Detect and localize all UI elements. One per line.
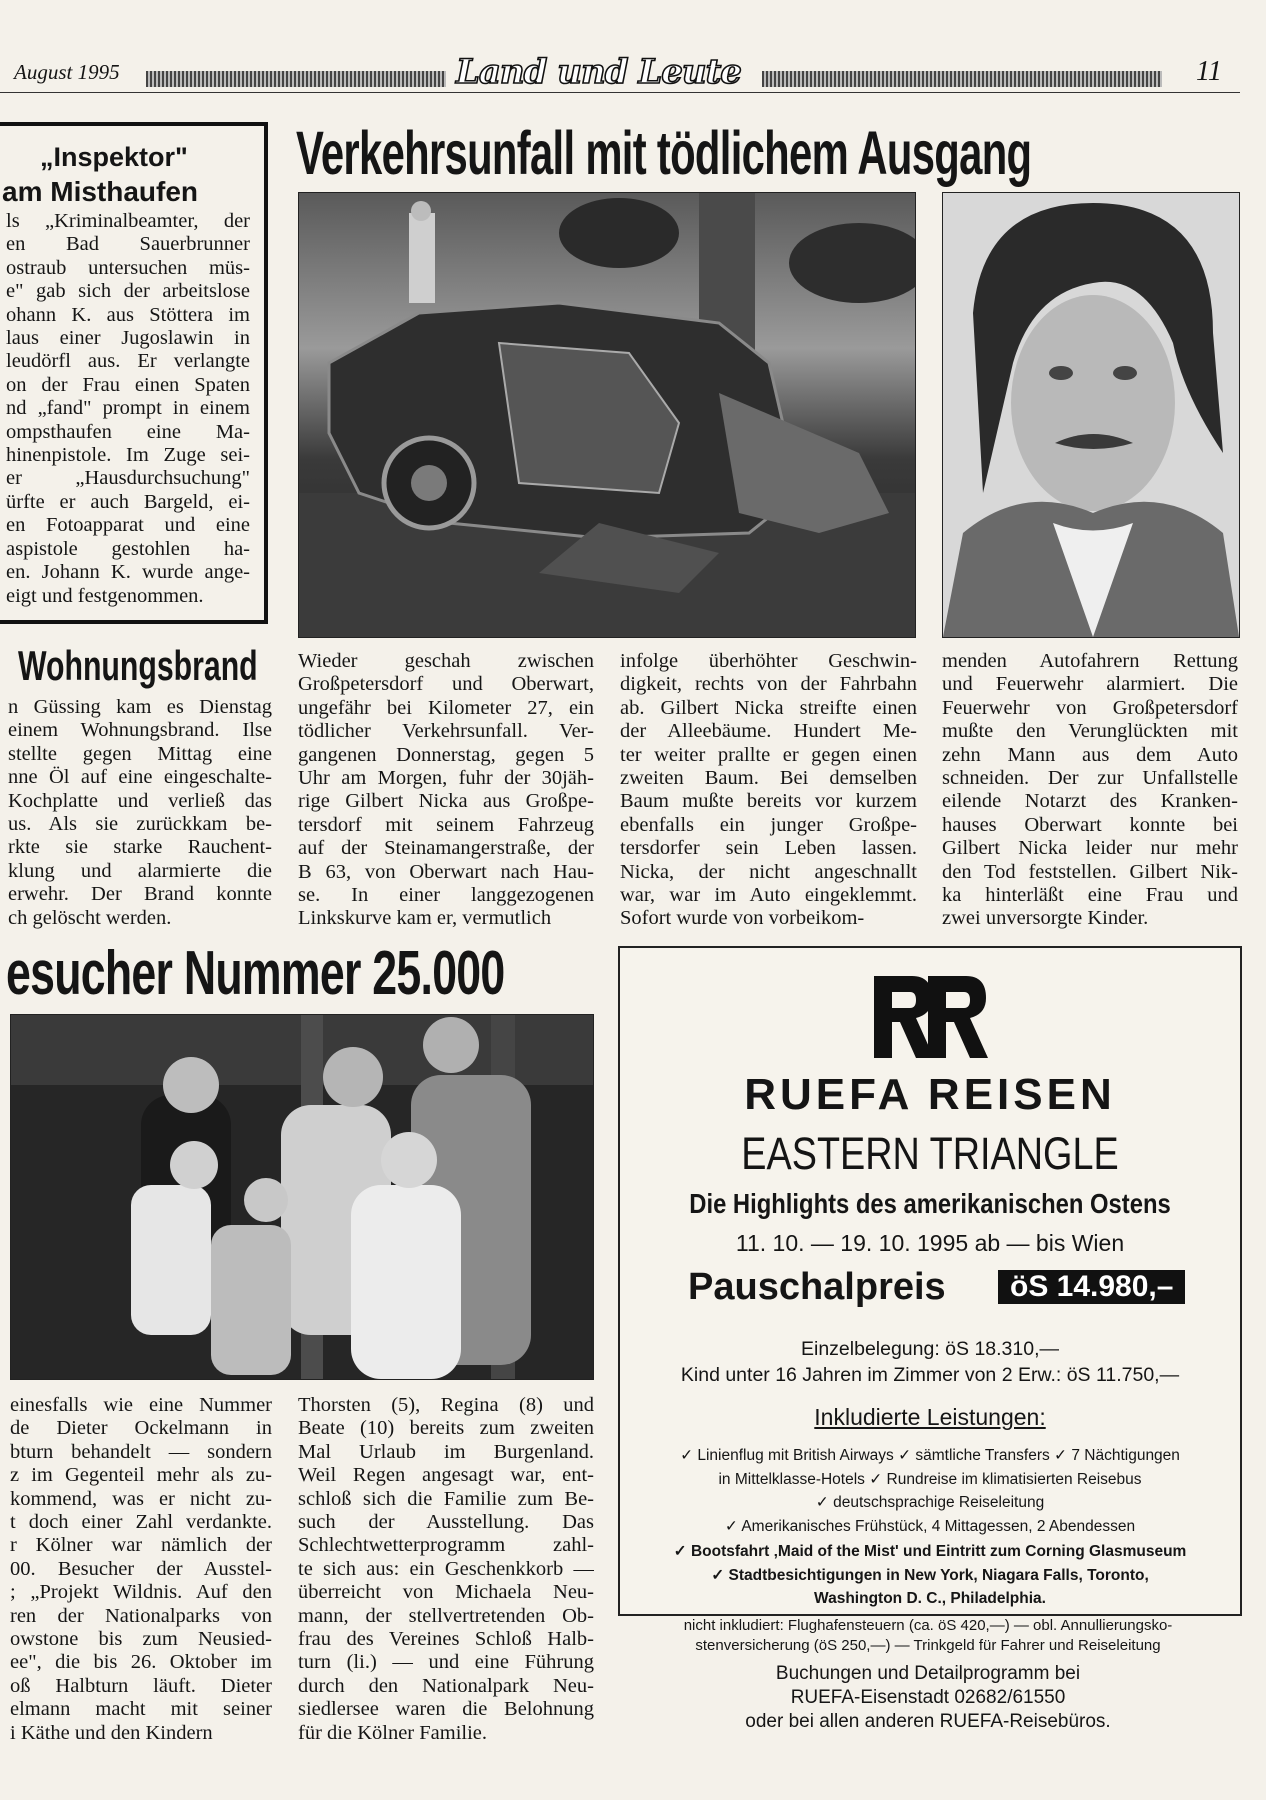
text-line: ebenfalls ein junger Großpe-	[620, 813, 917, 836]
text-line: B 63, von Oberwart nach Hau-	[298, 860, 594, 883]
text-line: Linkskurve kam er, vermutlich	[298, 907, 552, 930]
text-line: de Dieter Ockelmann in	[10, 1417, 272, 1440]
text-line: laus einer Jugoslawin in	[6, 327, 250, 350]
text-line: Uhr am Morgen, fuhr der 30jäh-	[298, 767, 594, 790]
text-line: Nicka, der nicht angeschnallt	[620, 860, 917, 883]
ad-line: RUEFA-Eisenstadt 02682/61550	[790, 1687, 1066, 1708]
text-line: eigt und festgenommen.	[6, 584, 204, 607]
header-rule-left	[146, 71, 446, 87]
ad-price: öS 14.980,–	[998, 1270, 1185, 1304]
text-line: ren der Nationalparks von	[10, 1604, 272, 1627]
text-line: leudörfl aus. Er verlangte	[6, 350, 250, 373]
text-line: Schlechtwetterprogramm zahl-	[298, 1534, 594, 1557]
visitor-col-2	[298, 1394, 594, 1745]
text-line: n Güssing kam es Dienstag	[8, 696, 272, 718]
text-line: und Feuerwehr alarmiert. Die	[942, 673, 1238, 696]
text-line: such der Ausstellung. Das	[298, 1511, 594, 1534]
ad-line: ✓ Amerikanisches Frühstück, 4 Mittagessen, 2 Abendessen	[724, 1517, 1136, 1535]
accident-col-3	[942, 650, 1238, 931]
visitor-col-1	[10, 1394, 272, 1745]
text-line: ohann K. aus Stöttera im	[6, 303, 250, 326]
text-line: nne Öl auf eine eingeschalte-	[8, 766, 272, 789]
ad-child: Kind unter 16 Jahren im Zimmer von 2 Erw.: öS 11.750,—	[680, 1364, 1180, 1386]
text-line: en Bad Sauerbrunner	[6, 233, 250, 256]
text-line: ter weiter prallte er gegen einen	[620, 743, 917, 766]
text-line: rkte sie starke Rauchent-	[8, 836, 272, 859]
text-line: eilende Notarzt des Kranken-	[942, 790, 1238, 813]
ad-line: ✓ deutschsprachige Reiseleitung	[815, 1494, 1045, 1511]
portrait-photo-svg	[943, 193, 1239, 637]
text-line: ka hinterläßt eine Frau und	[942, 884, 1238, 907]
text-line: tödlicher Verkehrsunfall. Ver-	[298, 720, 594, 743]
text-line: einem Wohnungsbrand. Ilse	[8, 719, 272, 742]
accident-photo-svg	[299, 193, 915, 637]
text-line: kommend, was er nicht zu-	[10, 1487, 272, 1510]
text-line: turn (li.) — und eine Führung	[298, 1651, 594, 1674]
text-line: elmann macht mit seiner	[10, 1698, 272, 1721]
text-line: er „Hausdurchsuchung"	[6, 467, 250, 490]
text-line: klung und alarmierte die	[8, 859, 272, 882]
ad-line: in Mittelklasse-Hotels ✓ Rundreise im klimatisierten Reisebus	[718, 1470, 1142, 1488]
text-line: en Fotoapparat und eine	[6, 514, 250, 537]
text-line: durch den Nationalpark Neu-	[298, 1674, 594, 1697]
ad-brand: RUEFA REISEN	[744, 1070, 1116, 1119]
accident-photo	[298, 192, 916, 638]
text-line: t doch einer Zahl verdankte.	[10, 1511, 272, 1534]
text-line: hauses Oberwart konnte bei	[942, 813, 1238, 836]
text-line: Thorsten (5), Regina (8) und	[298, 1394, 594, 1416]
ad-title: EASTERN TRIANGLE	[741, 1128, 1119, 1179]
text-line: zwei unversorgte Kinder.	[942, 907, 1149, 930]
text-line: stellte gegen Mittag eine	[8, 742, 272, 765]
ad-included-list	[620, 1444, 1240, 1538]
text-line: erwehr. Der Brand konnte	[8, 883, 272, 906]
family-photo-svg	[11, 1015, 593, 1379]
portrait-photo	[942, 192, 1240, 638]
text-line: überreicht von Michaela Neu-	[298, 1581, 594, 1604]
text-line: oß Halbturn läuft. Dieter	[10, 1674, 272, 1697]
text-line: auf der Steinamangerstraße, der	[298, 837, 594, 860]
ad-dates: 11. 10. — 19. 10. 1995 ab — bis Wien	[735, 1230, 1125, 1256]
ad-included-heading: Inkludierte Leistungen:	[814, 1404, 1046, 1430]
text-line: tersdorf mit seinem Fahrzeug	[298, 813, 594, 836]
text-line: en. Johann K. wurde ange-	[6, 561, 250, 584]
header-date: August 1995	[14, 60, 120, 84]
text-line: ürfte er auch Bargeld, ei-	[6, 490, 250, 513]
ruefa-logo-icon	[870, 968, 990, 1068]
text-line: tersdorfer sein Leben lassen.	[620, 837, 917, 860]
text-line: schneiden. Der zur Unfallstelle	[942, 767, 1238, 790]
text-line: ch gelöscht werden.	[8, 906, 172, 929]
family-photo	[10, 1014, 594, 1380]
text-line: ostraub untersuchen müs-	[6, 256, 250, 279]
text-line: se. In einer langgezogenen	[298, 884, 594, 907]
header-rule-right	[762, 71, 1162, 87]
ad-subtitle: Die Highlights des amerikanischen Ostens	[689, 1188, 1171, 1219]
text-line: für die Kölner Familie.	[298, 1721, 488, 1744]
text-line: Gilbert Nicka leider nur mehr	[942, 837, 1238, 860]
header-underline	[0, 92, 1240, 93]
text-line: frau des Vereines Schloß Halb-	[298, 1628, 594, 1651]
text-line: zehn Mann aus dem Auto	[942, 743, 1238, 766]
text-line: menden Autofahrern Rettung	[942, 650, 1238, 672]
text-line: Mal Urlaub im Burgenland.	[298, 1440, 594, 1463]
ad-line: nicht inkludiert: Flughafensteuern (ca. öS 420,—) — obl. Annullierungsko-	[683, 1617, 1173, 1634]
text-line: bturn behandelt — sondern	[10, 1440, 272, 1463]
ad-included-bold-list	[620, 1540, 1240, 1611]
text-line: war, war im Auto eingeklemmt.	[620, 884, 917, 907]
ad-not-included	[618, 1616, 1238, 1656]
text-line: e" gab sich der arbeitslose	[6, 280, 250, 303]
text-line: z im Gegenteil mehr als zu-	[10, 1464, 272, 1487]
ad-line: ✓ Stadtbesichtigungen in New York, Niagara Falls, Toronto,	[711, 1566, 1149, 1584]
text-line: Feuerwehr von Großpetersdorf	[942, 696, 1238, 719]
text-line: ompsthaufen eine Ma-	[6, 420, 250, 443]
ad-price-label: Pauschalpreis	[688, 1266, 946, 1308]
sidebar-title-2: am Misthaufen	[2, 176, 199, 207]
fire-text	[8, 696, 272, 930]
text-line: i Käthe und den Kindern	[10, 1721, 213, 1744]
text-line: te sich aus: ein Geschenkkorb —	[298, 1557, 594, 1580]
fire-headline: Wohnungsbrand	[18, 642, 258, 689]
text-line: ee", die bis 26. Oktober im	[10, 1651, 272, 1674]
sidebar-box	[0, 122, 268, 624]
text-line: aspistole gestohlen ha-	[6, 537, 250, 560]
text-line: schloß sich die Familie zum Be-	[298, 1487, 594, 1510]
text-line: gangenen Donnerstag, gegen 5	[298, 743, 594, 766]
sidebar-text	[6, 210, 250, 608]
text-line: infolge überhöhter Geschwin-	[620, 650, 917, 672]
text-line: den Tod feststellen. Gilbert Nik-	[942, 860, 1238, 883]
ad-line: stenversicherung (öS 250,—) — Trinkgeld für Fahrer und Reiseleitung	[695, 1637, 1161, 1654]
text-line: ungefähr bei Kilometer 27, ein	[298, 696, 594, 719]
text-line: us. Als sie zurückkam be-	[8, 813, 272, 836]
text-line: on der Frau einen Spaten	[6, 373, 250, 396]
text-line: ls „Kriminalbeamter, der	[6, 210, 250, 232]
ad-line: ✓ Linienflug mit British Airways ✓ sämtliche Transfers ✓ 7 Nächtigungen	[680, 1447, 1180, 1464]
ad-line: Buchungen und Detailprogramm bei	[775, 1663, 1081, 1684]
text-line: ab. Gilbert Nicka streifte einen	[620, 696, 917, 719]
text-line: siedlersee waren die Belohnung	[298, 1698, 594, 1721]
text-line: Beate (10) bereits zum zweiten	[298, 1417, 594, 1440]
text-line: Baum mußte bereits vor kurzem	[620, 790, 917, 813]
text-line: Wieder geschah zwischen	[298, 650, 594, 672]
ad-line: Washington D. C., Philadelphia.	[814, 1590, 1046, 1607]
sidebar-title-1: „Inspektor"	[40, 142, 188, 172]
ruefa-ad	[618, 946, 1242, 1616]
text-line: owstone bis zum Neusied-	[10, 1628, 272, 1651]
visitor-headline: esucher Nummer 25.000	[6, 939, 505, 1008]
text-line: einesfalls wie eine Nummer	[10, 1394, 272, 1416]
header-logo: Land und Leute	[456, 52, 741, 92]
text-line: digkeit, rechts von der Fahrbahn	[620, 673, 917, 696]
text-line: 00. Besucher der Ausstel-	[10, 1557, 272, 1580]
text-line: zweiten Baum. Bei demselben	[620, 767, 917, 790]
text-line: mann, der stellvertretenden Ob-	[298, 1604, 594, 1627]
text-line: Weil Regen angesagt war, ent-	[298, 1464, 594, 1487]
accident-col-1	[298, 650, 594, 931]
page-number: 11	[1196, 56, 1222, 87]
ad-single: Einzelbelegung: öS 18.310,—	[800, 1338, 1060, 1360]
accident-col-2	[620, 650, 917, 931]
text-line: r Kölner war nämlich der	[10, 1534, 272, 1557]
text-line: nd „fand" prompt in einem	[6, 397, 250, 420]
text-line: Sofort wurde von vorbeikom-	[620, 907, 865, 930]
text-line: mußte den Verunglückten mit	[942, 720, 1238, 743]
text-line: Kochplatte und verließ das	[8, 789, 272, 812]
text-line: ; „Projekt Wildnis. Auf den	[10, 1581, 272, 1604]
ad-booking	[618, 1662, 1238, 1734]
text-line: Großpetersdorf und Oberwart,	[298, 673, 594, 696]
ad-line: oder bei allen anderen RUEFA-Reisebüros.	[745, 1711, 1111, 1732]
accident-headline: Verkehrsunfall mit tödlichem Ausgang	[296, 119, 1032, 187]
text-line: der Alleebäume. Hundert Me-	[620, 720, 917, 743]
ad-line: ✓ Bootsfahrt ‚Maid of the Mist' und Eintritt zum Corning Glasmuseum	[673, 1543, 1187, 1560]
text-line: rige Gilbert Nicka aus Großpe-	[298, 790, 594, 813]
text-line: hinenpistole. Im Zuge sei-	[6, 444, 250, 467]
